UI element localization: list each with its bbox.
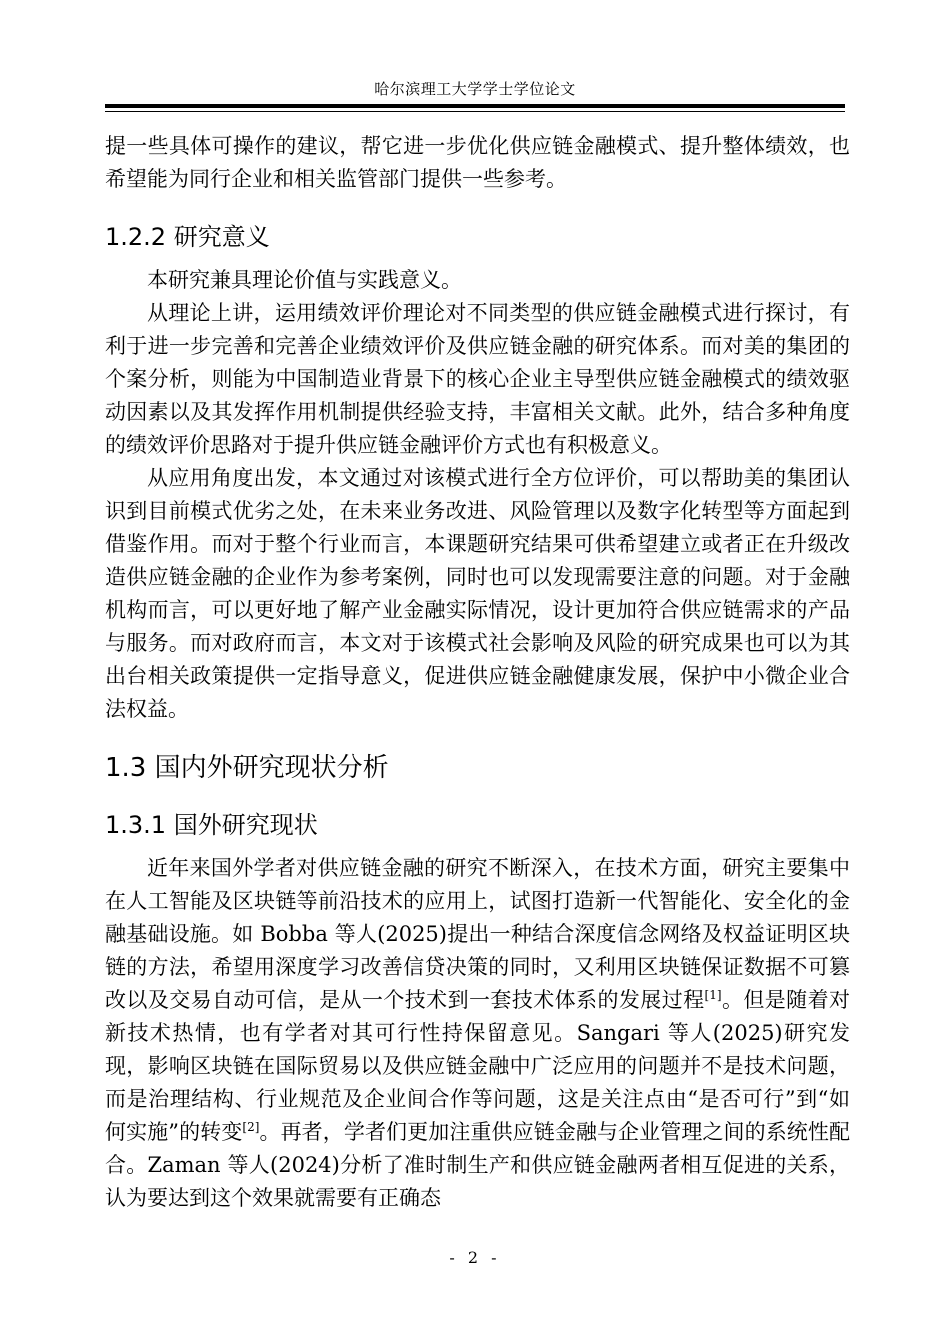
body-content [105,130,850,1215]
text-segment: 近年来国外学者对供应链金融的研究不断深入，在技术方面，研究主要集中在人工智能及区块链等前沿技术的应用上，试图打造新一代智能化、安全化的金融基础设施。如 Bobba 等人(2025)提出一种结合深度信念网络及权益证明区块链的方法，希望用深度学习改善信贷决策的同时，又利用区块链保证数据不可篡改以及交易自动可信，是从一个技术到一套技术体系的发展过程 [105,856,850,1012]
running-header: 哈尔滨理工大学学士学位论文 [374,80,576,98]
header-rule-thin [105,111,845,112]
section-heading-1-3: 1.3 国内外研究现状分析 [105,753,389,783]
citation-1: [1] [704,988,722,1002]
text-segment: 。再者，学者们更加注重供应链金融与企业管理之间的系统性配合。Zaman 等人(2024)分析了准时制生产和供应链金融两者相互促进的关系，认为要达到这个效果就需要有正确态 [105,1120,850,1210]
page-number: - 2 - [449,1248,501,1267]
section-heading-1-3-1: 1.3.1 国外研究现状 [105,811,318,839]
paragraph-significance-intro: 本研究兼具理论价值与实践意义。 [147,268,462,292]
paragraph-practical-value: 从应用角度出发，本文通过对该模式进行全方位评价，可以帮助美的集团认识到目前模式优劣之处，在未来业务改进、风险管理以及数字化转型等方面起到借鉴作用。而对于整个行业而言，本课题研究结果可供希望建立或者正在升级改造供应链金融的企业作为参考案例，同时也可以发现需要注意的问题。对于金融机构而言，可以更好地了解产业金融实际情况，设计更加符合供应链需求的产品与服务。而对政府而言，本文对于该模式社会影响及风险的研究成果也可以为其出台相关政策提供一定指导意义，促进供应链金融健康发展，保护中小微企业合法权益。 [105,466,850,721]
header-rule-thick [105,104,845,108]
paragraph-continued: 提一些具体可操作的建议，帮它进一步优化供应链金融模式、提升整体绩效，也希望能为同行企业和相关监管部门提供一些参考。 [105,134,850,191]
paragraph-theoretical-value: 从理论上讲，运用绩效评价理论对不同类型的供应链金融模式进行探讨，有利于进一步完善和完善企业绩效评价及供应链金融的研究体系。而对美的集团的个案分析，则能为中国制造业背景下的核心企业主导型供应链金融模式的绩效驱动因素以及其发挥作用机制提供经验支持，丰富相关文献。此外，结合多种角度的绩效评价思路对于提升供应链金融评价方式也有积极意义。 [105,301,850,457]
text-segment: 。但是随着对新技术热情，也有学者对其可行性持保留意见。Sangari 等人(2025)研究发现，影响区块链在国际贸易以及供应链金融中广泛应用的问题并不是技术问题，而是治理结构、行业规范及企业间合作等问题，这是关注点由“是否可行”到“如何实施”的转变 [105,988,851,1144]
section-heading-1-2-2: 1.2.2 研究意义 [105,223,270,251]
citation-2: [2] [242,1120,260,1134]
paragraph-foreign-research [105,852,850,1215]
